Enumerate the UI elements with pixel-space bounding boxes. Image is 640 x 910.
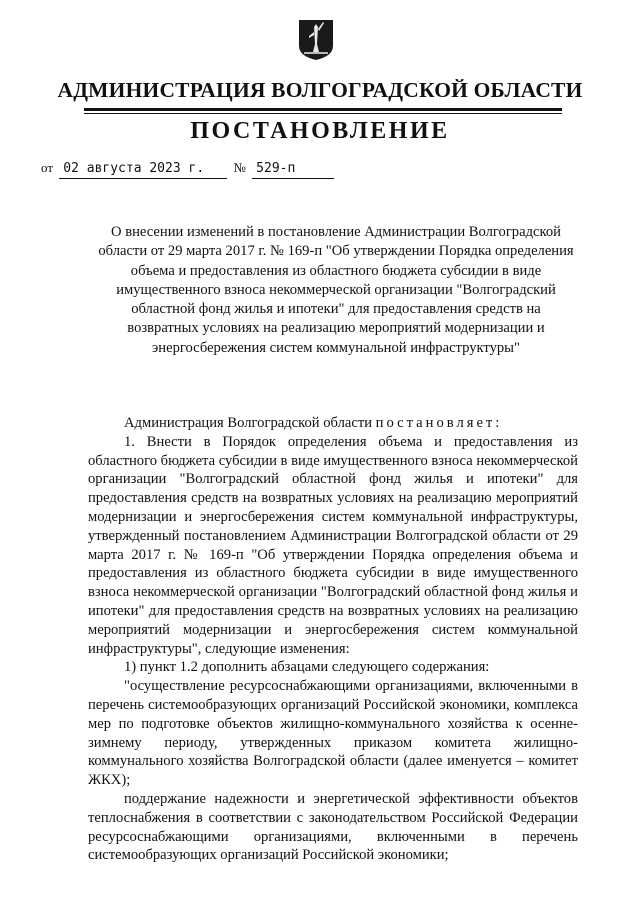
- header-rule-thick: [84, 108, 562, 111]
- header-rule-thin: [84, 113, 562, 114]
- document-body: [88, 414, 578, 865]
- intro-lead: Администрация Волгоградской области: [124, 415, 376, 431]
- decree-word: постановляет:: [375, 415, 503, 431]
- intro-paragraph: [88, 414, 578, 433]
- organization-name: АДМИНИСТРАЦИЯ ВОЛГОГРАДСКОЙ ОБЛАСТИ: [57, 78, 583, 102]
- body-paragraph: 1) пункт 1.2 дополнить абзацами следующего содержания:: [124, 659, 490, 676]
- from-label: от: [41, 160, 54, 175]
- body-paragraph: "осуществление ресурсоснабжающими организациями, включенными в перечень системообразующих организаций Российской экономики, комплекса мер по подготовке объектов жилищно-коммунального хозяйства к осенне-зимнему периоду, утвержденных приказом комитета жилищно-коммунального хозяйства Волгоградской области (далее именуется – комитет ЖКХ);: [88, 678, 578, 789]
- document-date: 02 августа 2023 г.: [59, 161, 227, 179]
- document-title: О внесении изменений в постановление Администрации Волгоградской области от 29 марта 2017 г. № 169-п "Об утверждении Порядка определения объема и предоставления из областного бюджета субсидии в виде имущественного взноса некоммерческой организации "Волгоградский областной фонд жилья и ипотеки" для предоставления средств на возвратных условиях на реализацию мероприятий модернизации и энергосбережения систем коммунальной инфраструктуры": [98, 224, 574, 356]
- document-number: 529-п: [252, 161, 334, 179]
- body-paragraph: 1. Внести в Порядок определения объема и предоставления из областного бюджета субсидии в виде имущественного взноса некоммерческой организации "Волгоградский областной фонд жилья и ипотеки" для предоставления средств на возвратных условиях на реализацию мероприятий модернизации и энергосбережения систем коммунальной инфраструктуры, утвержденный постановлением Администрации Волгоградской области от 29 марта 2017 г. № 169-п "Об утверждении Порядка определения объема и предоставления из областного бюджета субсидии в виде имущественного взноса некоммерческой организации "Волгоградский областной фонд жилья и ипотеки" для предоставления средств на возвратных условиях на реализацию мероприятий модернизации и энергосбережения систем коммунальной инфраструктуры", следующие изменения:: [88, 433, 578, 657]
- date-number-line: [38, 160, 334, 179]
- coat-of-arms-icon: [296, 18, 336, 62]
- body-paragraph: поддержание надежности и энергетической эффективности объектов теплоснабжения в соответствии с законодательством Российской Федерации ресурсоснабжающими организациями, включенными в перечень системообразующих организаций Российской экономики;: [88, 790, 578, 864]
- number-label: №: [233, 160, 246, 175]
- document-type: ПОСТАНОВЛЕНИЕ: [190, 118, 450, 144]
